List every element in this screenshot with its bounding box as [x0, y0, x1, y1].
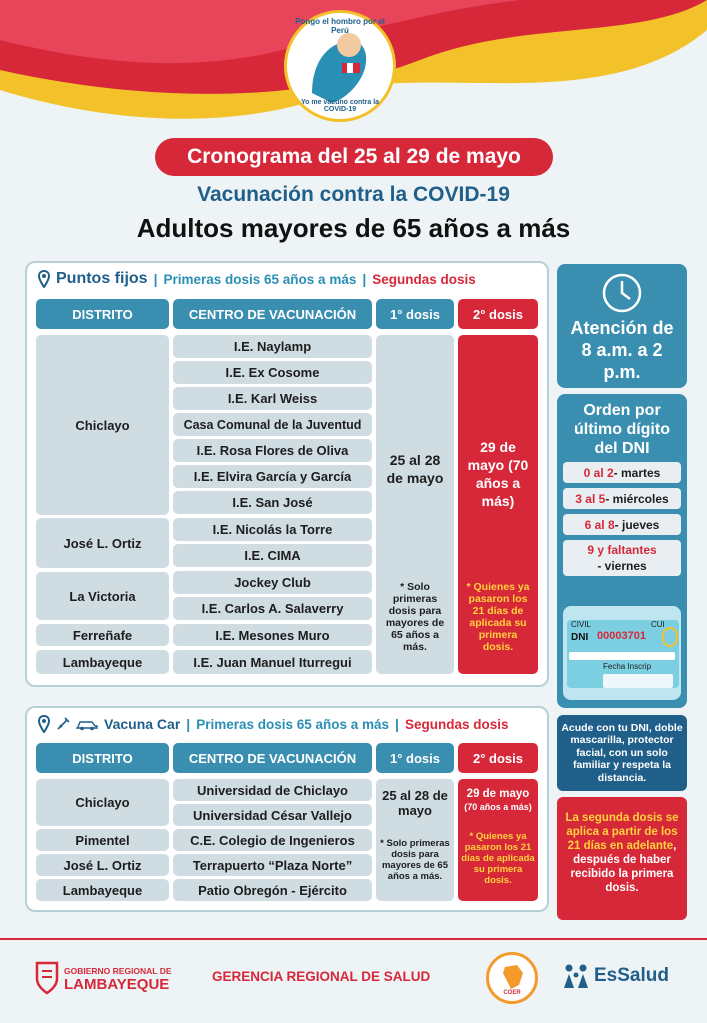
family-icon: [561, 962, 593, 990]
header-dose1: 1° dosis: [376, 743, 454, 773]
dni-digits: 3 al 5: [575, 491, 606, 506]
district-cell: José L. Ortiz: [36, 854, 169, 876]
campaign-line1: Pongo el hombro por el Perú: [295, 17, 385, 35]
footer-divider: [0, 938, 707, 940]
center-cell: Universidad de Chiclayo: [173, 779, 372, 801]
district-cell: La Victoria: [36, 572, 169, 620]
district-cell: Ferreñafe: [36, 624, 169, 646]
dni-cui: CUI: [651, 620, 665, 629]
gobierno-line1: GOBIERNO REGIONAL DE: [64, 966, 172, 976]
location-pin-icon: [38, 270, 50, 288]
center-cell: I.E. San José: [173, 491, 372, 514]
header-centro: CENTRO DE VACUNACIÓN: [173, 743, 372, 773]
center-cell: I.E. Juan Manuel Iturregui: [173, 650, 372, 674]
district-cell: Chiclayo: [36, 335, 169, 515]
center-cell: I.E. Karl Weiss: [173, 387, 372, 410]
center-cell: Patio Obregón - Ejército: [173, 879, 372, 901]
center-cell: I.E. Nicolás la Torre: [173, 518, 372, 541]
dni-order-card: [557, 394, 687, 708]
dose1-dates: 25 al 28 de mayo: [386, 452, 444, 486]
center-cell: I.E. Rosa Flores de Oliva: [173, 439, 372, 462]
separator: |: [153, 271, 158, 287]
district-cell: Lambayeque: [36, 650, 169, 674]
vacuna-car-title: Vacuna Car: [104, 716, 181, 732]
first-dose-label: Primeras dosis 65 años a más: [196, 716, 390, 732]
puntos-fijos-heading: [38, 268, 476, 290]
second-dose-label: Segundas dosis: [372, 271, 476, 287]
vacuna-car-heading: [38, 713, 509, 735]
coer-label: COER: [503, 990, 521, 996]
dni-civil: CIVIL: [571, 620, 592, 629]
gobierno-logo: [34, 959, 184, 999]
page-title: Cronograma del 25 al 29 de mayo: [155, 138, 553, 176]
dose1-note: * Solo primeras dosis para mayores de 65 años a más.: [380, 838, 450, 882]
syringe-icon: [56, 717, 70, 731]
header-distrito: DISTRITO: [36, 743, 169, 773]
essalud-text: EsSalud: [594, 965, 669, 986]
gerencia-title: GERENCIA REGIONAL DE SALUD: [212, 969, 431, 984]
district-cell: Lambayeque: [36, 879, 169, 901]
location-pin-icon: [38, 715, 50, 733]
header-dose1: 1° dosis: [376, 299, 454, 329]
separator: |: [395, 716, 399, 732]
dose1-note: * Solo primeras dosis para mayores de 65 años a más.: [385, 581, 445, 653]
district-cell: José L. Ortiz: [36, 518, 169, 568]
audience-title: Adultos mayores de 65 años a más: [136, 213, 571, 243]
weekday: - miércoles: [605, 491, 669, 506]
campaign-logo: [284, 10, 396, 122]
advice-card: [557, 715, 687, 791]
dose2-note: * Quienes ya pasaron los 21 días de aplicada su primera dosis.: [466, 581, 530, 653]
puntos-fijos-title: Puntos fijos: [56, 270, 148, 287]
coer-logo: [486, 952, 538, 1004]
clock-icon: [601, 272, 643, 314]
day-row: [563, 488, 681, 509]
attention-card: [557, 264, 687, 388]
district-cell: Pimentel: [36, 829, 169, 851]
dni-order-title: Orden por último dígito del DNI: [574, 401, 670, 457]
district-cell: Chiclayo: [36, 779, 169, 826]
dni-fecha: Fecha Inscrip: [603, 662, 652, 671]
dose1-column: [376, 335, 454, 674]
dose2-column: [458, 335, 538, 674]
center-cell: I.E. Ex Cosome: [173, 361, 372, 384]
header-dose2: 2° dosis: [458, 743, 538, 773]
separator: |: [362, 271, 367, 287]
day-row: [563, 462, 681, 483]
dni-label: DNI: [571, 632, 589, 643]
center-cell: I.E. Naylamp: [173, 335, 372, 358]
header-dose2: 2° dosis: [458, 299, 538, 329]
second-dose-text: [563, 811, 681, 911]
first-dose-label: Primeras dosis 65 años a más: [163, 271, 357, 287]
essalud-logo: [561, 962, 676, 994]
dni-number: 00003701: [597, 630, 646, 642]
weekday: - jueves: [614, 517, 660, 532]
dni-digits: 9 y faltantes: [587, 543, 657, 557]
center-cell: Casa Comunal de la Juventud: [173, 413, 372, 436]
center-cell: I.E. Mesones Muro: [173, 624, 372, 646]
dose1-column: [376, 779, 454, 901]
center-cell: I.E. CIMA: [173, 544, 372, 567]
dose1-dates: 25 al 28 de mayo: [382, 788, 448, 818]
dni-card-image: [563, 606, 681, 700]
page-subtitle: Vacunación contra la COVID-19: [197, 183, 510, 206]
second-dose-label: Segundas dosis: [404, 716, 509, 732]
advice-text: Acude con tu DNI, doble mascarilla, protector facial, con un solo familiar y respeta la distancia.: [561, 721, 683, 784]
separator: |: [186, 716, 191, 732]
center-cell: I.E. Elvira García y García: [173, 465, 372, 488]
dose2-dates: 29 de mayo (70 años a más): [467, 439, 529, 509]
second-dose-rest: , después de haber recibido la primera dosis.: [570, 840, 677, 894]
header-distrito: DISTRITO: [36, 299, 169, 329]
center-cell: I.E. Carlos A. Salaverry: [173, 597, 372, 620]
peru-map-icon: [499, 963, 527, 991]
header-centro: CENTRO DE VACUNACIÓN: [173, 299, 372, 329]
attention-hours: Atención de 8 a.m. a 2 p.m.: [570, 318, 674, 382]
dose2-dates: 29 de mayo: [466, 788, 530, 800]
second-dose-highlight: La segunda dosis se aplica a partir de los 21 días en adelante: [565, 812, 679, 852]
center-cell: Terrapuerto “Plaza Norte”: [173, 854, 372, 876]
day-row: [563, 514, 681, 535]
regional-shield-icon: [34, 959, 60, 995]
campaign-line2: Yo me vacuno contra la COVID-19: [300, 99, 380, 113]
dni-digits: 6 al 8: [584, 517, 615, 532]
dni-digits: 0 al 2: [583, 465, 614, 480]
dose2-sub: (70 años a más): [464, 802, 532, 812]
gobierno-line2: LAMBAYEQUE: [64, 976, 170, 993]
weekday: - martes: [613, 465, 661, 480]
dose2-note: * Quienes ya pasaron los 21 días de aplicada su primera dosis.: [461, 830, 535, 886]
weekday: - viernes: [597, 559, 647, 573]
car-icon: [76, 717, 98, 731]
day-row: [563, 540, 681, 576]
dose2-column: [458, 779, 538, 901]
center-cell: C.E. Colegio de Ingenieros: [173, 829, 372, 851]
center-cell: Jockey Club: [173, 571, 372, 594]
second-dose-card: [557, 797, 687, 920]
center-cell: Universidad César Vallejo: [173, 804, 372, 826]
